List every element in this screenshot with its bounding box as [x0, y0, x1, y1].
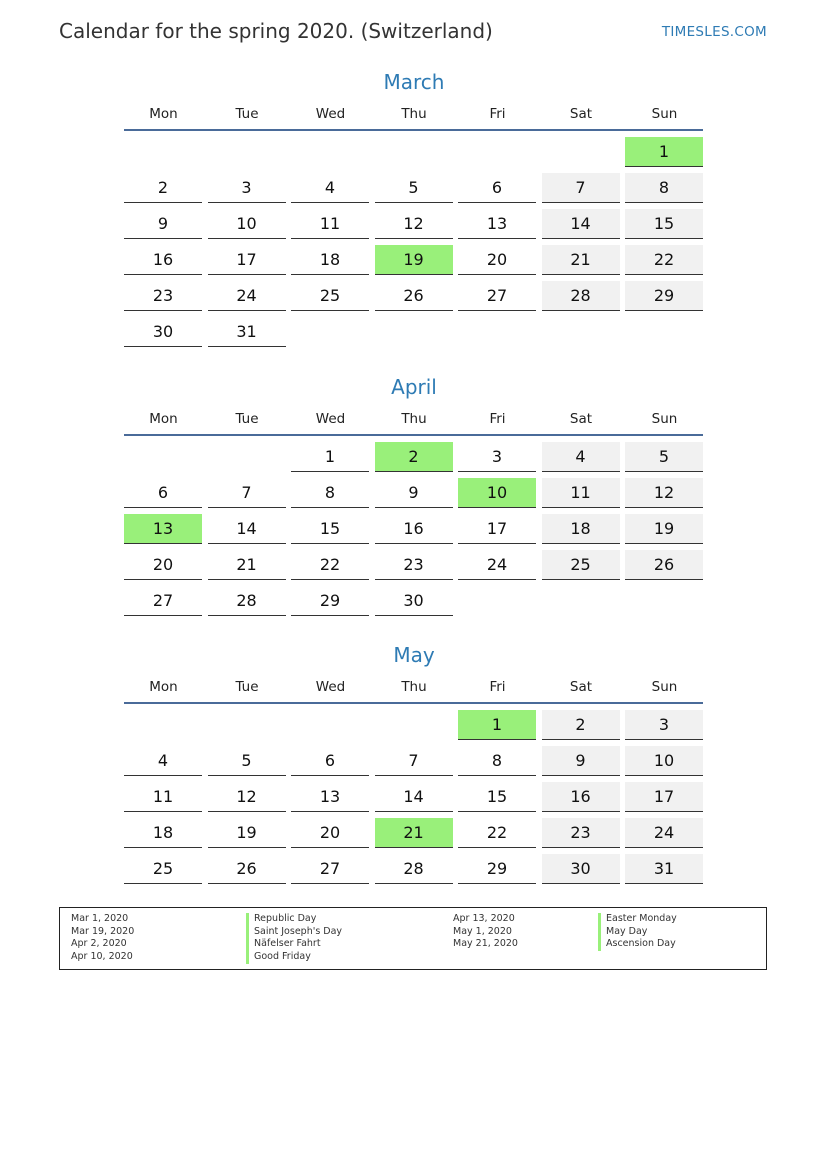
weekday-label: Mon: [149, 679, 178, 695]
empty-day-cell: [375, 710, 453, 739]
weekday-label: Sat: [569, 106, 593, 122]
day-cell: 3: [625, 710, 703, 740]
day-cell: 5: [625, 442, 703, 472]
day-cell: 16: [542, 782, 620, 812]
day-cell: 17: [208, 245, 286, 275]
day-cell: 10: [458, 478, 536, 508]
empty-day-cell: [542, 137, 620, 166]
legend-names-right: [598, 913, 677, 951]
day-cell: 21: [375, 818, 453, 848]
day-cell: 7: [375, 746, 453, 776]
month-may: [124, 641, 704, 885]
day-cell: 15: [458, 782, 536, 812]
header-divider: [124, 702, 703, 704]
week-row: [124, 317, 704, 348]
day-cell: 24: [625, 818, 703, 848]
weekday-header: [124, 102, 704, 126]
weeks: [124, 710, 704, 885]
weeks: [124, 137, 704, 348]
day-cell: 30: [542, 854, 620, 884]
legend-holiday-name: Easter Monday: [598, 913, 677, 926]
empty-day-cell: [625, 586, 703, 615]
day-cell: 4: [542, 442, 620, 472]
legend-holiday-name: May Day: [598, 926, 677, 939]
day-cell: 10: [625, 746, 703, 776]
weekday-label: Fri: [489, 106, 506, 122]
weekday-label: Sat: [569, 411, 593, 427]
legend-holiday-name: Republic Day: [246, 913, 342, 926]
page-title: Calendar for the spring 2020. (Switzerland): [59, 19, 493, 43]
holiday-legend: [59, 907, 767, 970]
day-cell: 8: [291, 478, 369, 508]
month-title: April: [391, 375, 437, 399]
day-cell: 27: [291, 854, 369, 884]
day-cell: 2: [124, 173, 202, 203]
day-cell: 21: [542, 245, 620, 275]
empty-day-cell: [291, 317, 369, 346]
empty-day-cell: [124, 137, 202, 166]
empty-day-cell: [458, 317, 536, 346]
day-cell: 12: [375, 209, 453, 239]
month-title: March: [383, 70, 445, 94]
day-cell: 24: [458, 550, 536, 580]
day-cell: 14: [375, 782, 453, 812]
day-cell: 14: [208, 514, 286, 544]
day-cell: 15: [625, 209, 703, 239]
empty-day-cell: [124, 442, 202, 471]
day-cell: 4: [291, 173, 369, 203]
day-cell: 19: [375, 245, 453, 275]
day-cell: 9: [124, 209, 202, 239]
day-cell: 11: [542, 478, 620, 508]
week-row: [124, 173, 704, 204]
day-cell: 13: [291, 782, 369, 812]
day-cell: 23: [124, 281, 202, 311]
legend-holiday-name: Näfelser Fahrt: [246, 938, 342, 951]
day-cell: 16: [375, 514, 453, 544]
day-cell: 2: [375, 442, 453, 472]
day-cell: 24: [208, 281, 286, 311]
legend-holiday-name: Good Friday: [246, 951, 342, 964]
week-row: [124, 442, 704, 473]
empty-day-cell: [291, 137, 369, 166]
legend-holiday-name: Ascension Day: [598, 938, 677, 951]
weekday-header: [124, 407, 704, 431]
weekday-label: Thu: [401, 679, 427, 695]
day-cell: 22: [625, 245, 703, 275]
day-cell: 26: [375, 281, 453, 311]
weekday-label: Wed: [315, 106, 346, 122]
day-cell: 13: [458, 209, 536, 239]
day-cell: 25: [291, 281, 369, 311]
month-march: [124, 68, 704, 348]
weekday-label: Sun: [651, 411, 678, 427]
empty-day-cell: [208, 442, 286, 471]
day-cell: 7: [542, 173, 620, 203]
day-cell: 23: [375, 550, 453, 580]
day-cell: 13: [124, 514, 202, 544]
day-cell: 14: [542, 209, 620, 239]
week-row: [124, 245, 704, 276]
header-divider: [124, 434, 703, 436]
weekday-label: Tue: [235, 411, 259, 427]
weekday-label: Sun: [651, 679, 678, 695]
week-row: [124, 137, 704, 168]
day-cell: 16: [124, 245, 202, 275]
legend-date: Apr 10, 2020: [71, 951, 133, 963]
empty-day-cell: [458, 586, 536, 615]
weekday-label: Fri: [489, 411, 506, 427]
legend-date: Apr 13, 2020: [453, 913, 515, 924]
day-cell: 17: [458, 514, 536, 544]
day-cell: 18: [542, 514, 620, 544]
week-row: [124, 782, 704, 813]
empty-day-cell: [542, 586, 620, 615]
week-row: [124, 209, 704, 240]
day-cell: 10: [208, 209, 286, 239]
legend-dates-left: [71, 913, 134, 964]
legend-date: May 21, 2020: [453, 938, 518, 950]
day-cell: 31: [625, 854, 703, 884]
week-row: [124, 710, 704, 741]
empty-day-cell: [375, 137, 453, 166]
day-cell: 6: [291, 746, 369, 776]
day-cell: 5: [208, 746, 286, 776]
day-cell: 29: [458, 854, 536, 884]
weekday-label: Sat: [569, 679, 593, 695]
legend-date: Apr 2, 2020: [71, 938, 127, 950]
month-title: May: [393, 643, 435, 667]
day-cell: 2: [542, 710, 620, 740]
day-cell: 27: [124, 586, 202, 616]
day-cell: 17: [625, 782, 703, 812]
day-cell: 1: [625, 137, 703, 167]
day-cell: 20: [291, 818, 369, 848]
empty-day-cell: [291, 710, 369, 739]
month-april: [124, 373, 704, 617]
day-cell: 28: [375, 854, 453, 884]
day-cell: 3: [458, 442, 536, 472]
day-cell: 30: [375, 586, 453, 616]
day-cell: 20: [458, 245, 536, 275]
weekday-label: Wed: [315, 411, 346, 427]
day-cell: 7: [208, 478, 286, 508]
day-cell: 9: [542, 746, 620, 776]
empty-day-cell: [208, 137, 286, 166]
weekday-label: Thu: [401, 106, 427, 122]
week-row: [124, 746, 704, 777]
weekday-label: Wed: [315, 679, 346, 695]
day-cell: 29: [625, 281, 703, 311]
day-cell: 20: [124, 550, 202, 580]
day-cell: 1: [291, 442, 369, 472]
legend-date: May 1, 2020: [453, 925, 512, 937]
empty-day-cell: [458, 137, 536, 166]
day-cell: 23: [542, 818, 620, 848]
weekday-label: Tue: [235, 106, 259, 122]
weekday-label: Mon: [149, 411, 178, 427]
weekday-label: Tue: [235, 679, 259, 695]
empty-day-cell: [542, 317, 620, 346]
day-cell: 4: [124, 746, 202, 776]
legend-holiday-name: Saint Joseph's Day: [246, 926, 342, 939]
week-row: [124, 550, 704, 581]
day-cell: 11: [124, 782, 202, 812]
day-cell: 12: [208, 782, 286, 812]
day-cell: 26: [625, 550, 703, 580]
legend-dates-right: [453, 913, 518, 951]
day-cell: 29: [291, 586, 369, 616]
header-divider: [124, 129, 703, 131]
day-cell: 22: [291, 550, 369, 580]
day-cell: 28: [542, 281, 620, 311]
day-cell: 15: [291, 514, 369, 544]
site-link[interactable]: TIMESLES.COM: [661, 24, 767, 40]
day-cell: 31: [208, 317, 286, 347]
day-cell: 18: [291, 245, 369, 275]
day-cell: 27: [458, 281, 536, 311]
day-cell: 19: [625, 514, 703, 544]
day-cell: 19: [208, 818, 286, 848]
legend-date: Mar 19, 2020: [71, 925, 135, 937]
empty-day-cell: [625, 317, 703, 346]
day-cell: 6: [124, 478, 202, 508]
day-cell: 26: [208, 854, 286, 884]
week-row: [124, 586, 704, 617]
day-cell: 22: [458, 818, 536, 848]
week-row: [124, 281, 704, 312]
weekday-label: Mon: [149, 106, 178, 122]
week-row: [124, 854, 704, 885]
legend-names-left: [246, 913, 342, 964]
weekday-label: Thu: [401, 411, 427, 427]
weekday-header: [124, 675, 704, 699]
empty-day-cell: [124, 710, 202, 739]
day-cell: 30: [124, 317, 202, 347]
week-row: [124, 478, 704, 509]
day-cell: 3: [208, 173, 286, 203]
day-cell: 8: [625, 173, 703, 203]
day-cell: 28: [208, 586, 286, 616]
day-cell: 25: [124, 854, 202, 884]
day-cell: 9: [375, 478, 453, 508]
weeks: [124, 442, 704, 617]
day-cell: 6: [458, 173, 536, 203]
weekday-label: Sun: [651, 106, 678, 122]
day-cell: 25: [542, 550, 620, 580]
day-cell: 21: [208, 550, 286, 580]
weekday-label: Fri: [489, 679, 506, 695]
day-cell: 1: [458, 710, 536, 740]
week-row: [124, 514, 704, 545]
week-row: [124, 818, 704, 849]
day-cell: 8: [458, 746, 536, 776]
day-cell: 18: [124, 818, 202, 848]
day-cell: 5: [375, 173, 453, 203]
day-cell: 12: [625, 478, 703, 508]
empty-day-cell: [208, 710, 286, 739]
legend-date: Mar 1, 2020: [71, 913, 129, 924]
day-cell: 11: [291, 209, 369, 239]
empty-day-cell: [375, 317, 453, 346]
